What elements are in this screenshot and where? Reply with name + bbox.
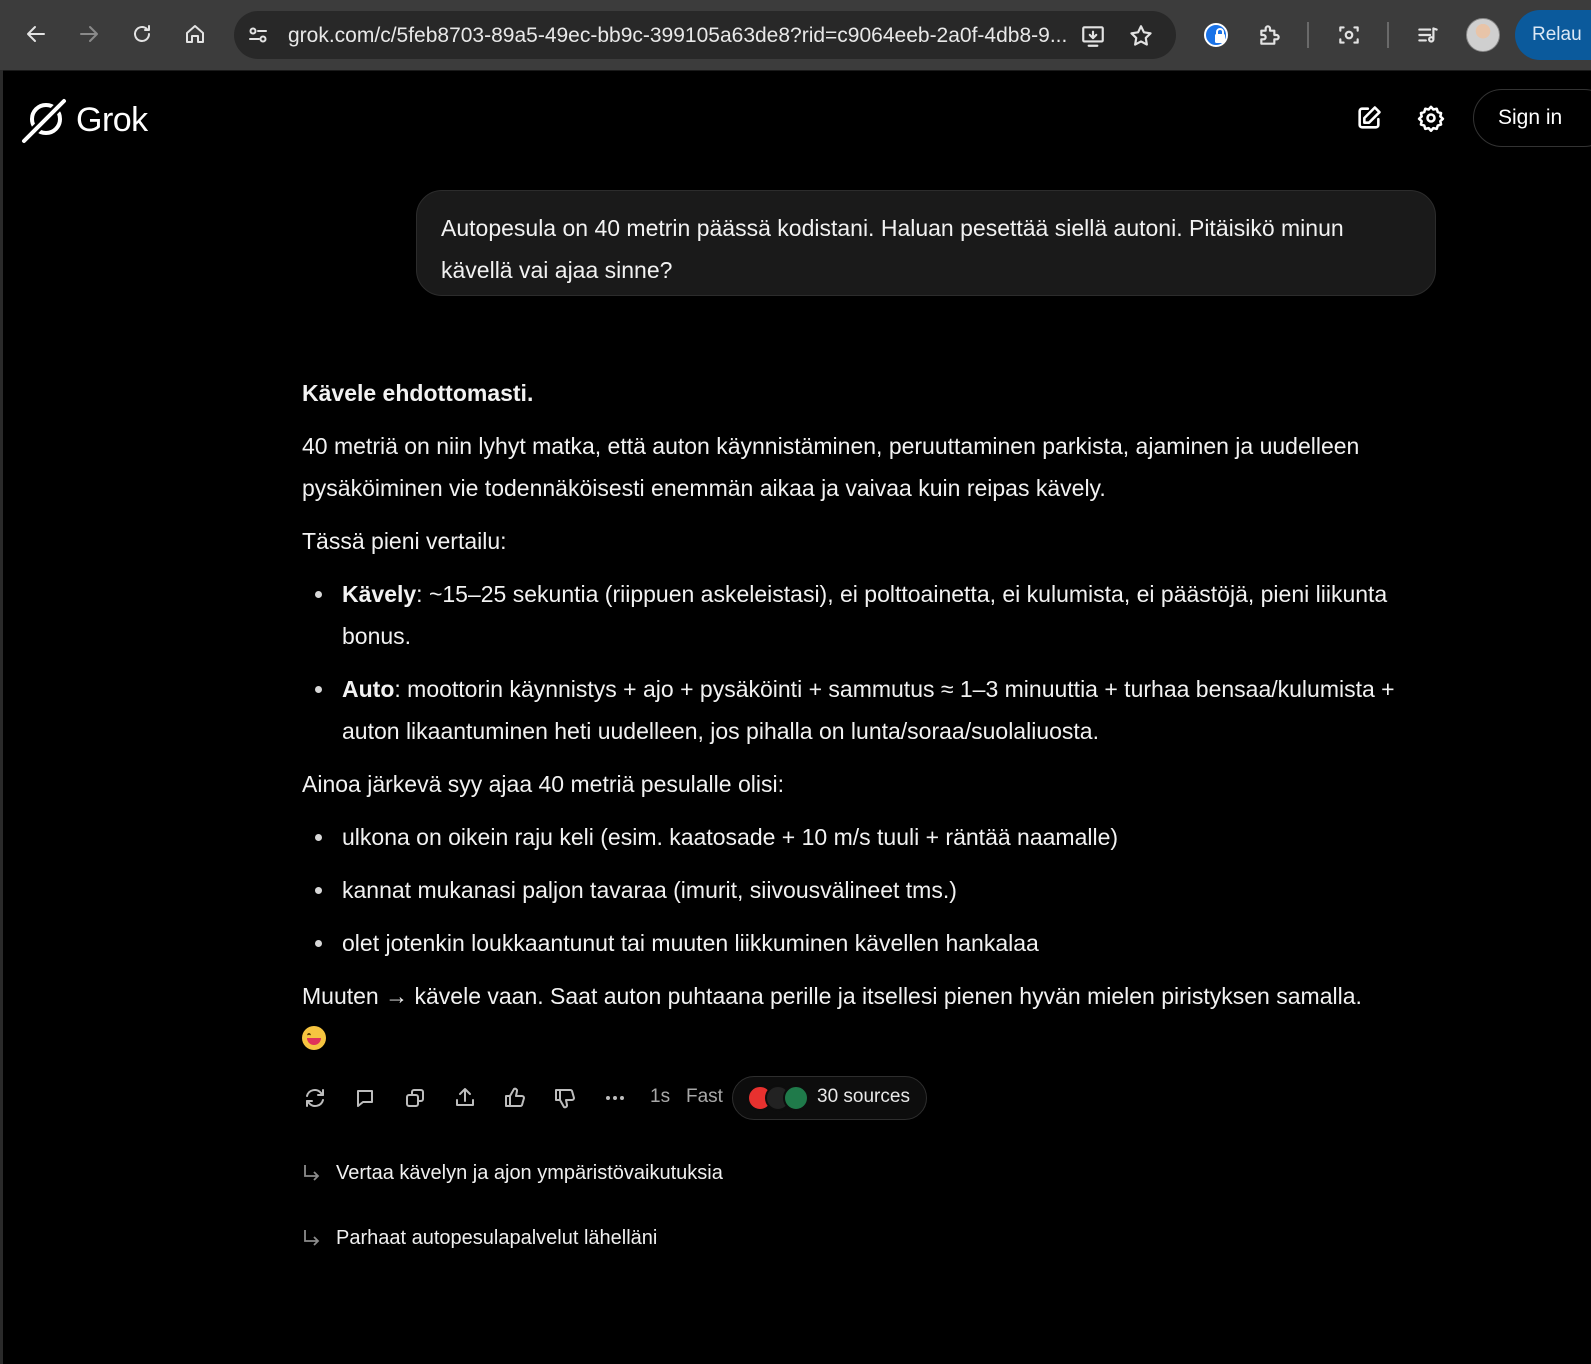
grok-logo[interactable]: [20, 95, 148, 145]
sources-button[interactable]: [732, 1076, 927, 1120]
window-edge: [0, 70, 3, 1364]
comparison-list: [302, 573, 1442, 752]
lock-extension-icon: [1202, 21, 1230, 49]
share-button[interactable]: [452, 1085, 478, 1111]
copy-icon: [403, 1086, 427, 1110]
compare-intro: Tässä pieni vertailu:: [302, 528, 507, 554]
dislike-button[interactable]: [552, 1085, 578, 1111]
back-button[interactable]: [18, 16, 54, 52]
list-item: ulkona on oikein raju keli (esim. kaatosade + 10 m/s tuuli + räntää naamalle): [302, 816, 1442, 858]
speech-bubble-icon: [353, 1086, 377, 1110]
share-icon: [453, 1086, 477, 1110]
thumbs-up-icon: [503, 1086, 527, 1110]
grok-logo-icon: [20, 95, 70, 145]
reasons-list: [302, 816, 1442, 964]
grinning-emoji-icon: [302, 1026, 326, 1050]
response-lead: Kävele ehdottomasti.: [302, 380, 534, 406]
toolbar-divider: [1387, 22, 1389, 48]
password-manager-extension[interactable]: [1201, 20, 1231, 50]
list-item-term: Kävely: [342, 581, 417, 607]
address-bar[interactable]: [234, 11, 1176, 59]
sign-in-button[interactable]: Sign in: [1473, 89, 1591, 147]
arrow-return-icon: [302, 1228, 322, 1250]
edit-icon: [1355, 104, 1383, 132]
regenerate-button[interactable]: [302, 1085, 328, 1111]
site-settings-icon[interactable]: [246, 23, 270, 47]
list-item-text: : moottorin käynnistys + ajo + pysäköinti + sammutus ≈ 1–3 minuuttia + turhaa bensaa/kulumista + auton likaantuminen heti uudelleen, jos pihalla on lunta/soraa/suolaliuosta.: [342, 676, 1395, 744]
more-options-button[interactable]: [602, 1085, 628, 1111]
response-closing: [302, 975, 1442, 1059]
home-icon: [183, 22, 207, 46]
thumbs-down-icon: [553, 1086, 577, 1110]
reload-button[interactable]: [124, 16, 160, 52]
response-actions: [302, 1080, 1002, 1118]
bookmark-star-icon[interactable]: [1128, 23, 1154, 49]
extensions-button[interactable]: [1255, 20, 1285, 50]
response-paragraph: 40 metriä on niin lyhyt matka, että auton käynnistäminen, peruuttaminen parkista, ajaminen ja uudelleen pysäköiminen vie todennäköisesti enemmän aikaa ja vaivaa kuin reipas kävely.: [302, 433, 1360, 501]
brand-name: Grok: [76, 100, 148, 139]
install-app-icon[interactable]: [1080, 23, 1106, 49]
model-mode: Fast: [686, 1086, 723, 1107]
settings-button[interactable]: [1413, 100, 1449, 136]
sources-count: 30 sources: [817, 1086, 910, 1107]
media-control-button[interactable]: [1413, 20, 1443, 50]
home-button[interactable]: [177, 16, 213, 52]
source-favicon-icon: [783, 1085, 809, 1111]
refresh-icon: [303, 1086, 327, 1110]
profile-avatar[interactable]: [1466, 18, 1500, 52]
toolbar-divider: [1307, 22, 1309, 48]
arrow-return-icon: [302, 1163, 322, 1185]
browser-toolbar: [0, 0, 1591, 71]
copy-button[interactable]: [402, 1085, 428, 1111]
relaunch-button[interactable]: Relau: [1515, 10, 1591, 60]
camera-icon: [1336, 22, 1362, 48]
user-message: Autopesula on 40 metrin päässä kodistani. Haluan pesettää siellä autoni. Pitäisikö minun kävellä vai ajaa sinne?: [416, 190, 1436, 296]
reasons-intro: Ainoa järkevä syy ajaa 40 metriä pesulalle olisi:: [302, 771, 784, 797]
arrow-left-icon: [24, 22, 48, 46]
closing-text: Muuten → kävele vaan. Saat auton puhtaana perille ja itsellesi pienen hyvän mielen piristyksen samalla.: [302, 983, 1362, 1009]
assistant-response: [302, 372, 1442, 1059]
playlist-icon: [1415, 22, 1441, 48]
url-text[interactable]: grok.com/c/5feb8703-89a5-49ec-bb9c-399105a63de8?rid=c9064eeb-2a0f-4db8-9...: [288, 24, 1068, 47]
list-item: [302, 573, 1442, 657]
suggested-followup[interactable]: [302, 1227, 657, 1250]
list-item-text: : ~15–25 sekuntia (riippuen askeleistasi), ei polttoainetta, ei kulumista, ei päästöjä, pieni liikunta bonus.: [342, 581, 1388, 649]
arrow-right-icon: [77, 22, 101, 46]
list-item-term: Auto: [342, 676, 395, 702]
new-chat-button[interactable]: [1351, 100, 1387, 136]
list-item: olet jotenkin loukkaantunut tai muuten liikkuminen kävellen hankalaa: [302, 922, 1442, 964]
list-item: kannat mukanasi paljon tavaraa (imurit, siivousvälineet tms.): [302, 869, 1442, 911]
response-time: 1s: [650, 1086, 671, 1107]
reload-icon: [130, 22, 154, 46]
like-button[interactable]: [502, 1085, 528, 1111]
forward-button[interactable]: [71, 16, 107, 52]
reply-button[interactable]: [352, 1085, 378, 1111]
list-item: [302, 668, 1442, 752]
puzzle-icon: [1257, 22, 1283, 48]
screenshot-button[interactable]: [1334, 20, 1364, 50]
followup-label: Vertaa kävelyn ja ajon ympäristövaikutuksia: [336, 1162, 723, 1184]
followup-label: Parhaat autopesulapalvelut lähelläni: [336, 1227, 658, 1249]
gear-icon: [1417, 104, 1445, 132]
suggested-followup[interactable]: [302, 1162, 723, 1185]
ellipsis-icon: [603, 1086, 627, 1110]
